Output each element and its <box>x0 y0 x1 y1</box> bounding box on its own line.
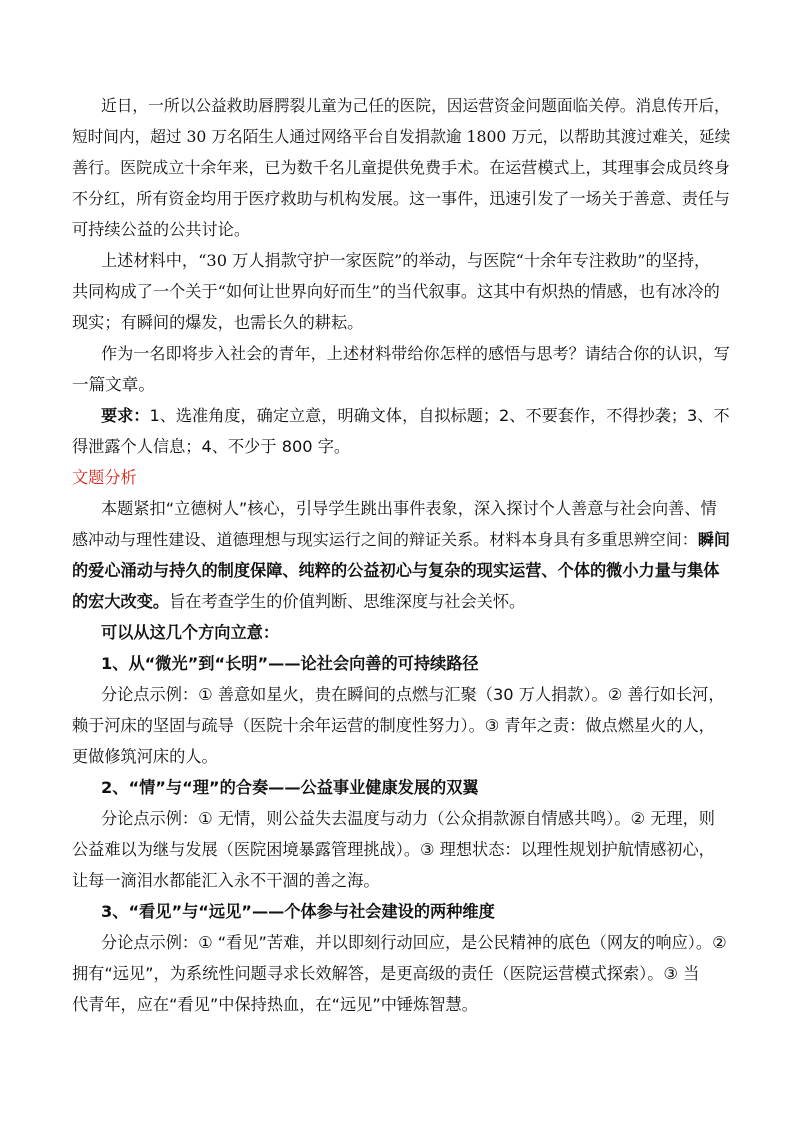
prompt-line1: 作为一名即将步入社会的青年，上述材料带给你怎样的感悟与思考？请结合你的认识，写 <box>101 344 730 363</box>
direction-2-line1: 分论点示例：① 无情，则公益失去温度与动力（公众捐款源自情感共鸣）。② 无理，则 <box>101 809 715 828</box>
analysis-p1-line4-bold: 的宏大改变。 <box>72 592 170 611</box>
directions-heading: 可以从这几个方向立意： <box>101 623 280 642</box>
direction-2-line2: 公益难以为继与发展（医院困境暴露管理挑战）。③ 理想状态：以理性规划护航情感初心， <box>72 840 715 859</box>
analysis-p1-line1: 本题紧扣“立德树人”核心，引导学生跳出事件表象，深入探讨个人善意与社会向善、情 <box>101 499 717 518</box>
material-p1-line5: 可持续公益的公共讨论。 <box>72 220 251 239</box>
requirements-line1 <box>101 405 730 427</box>
direction-3-title: 3、“看见”与“远见”——个体参与社会建设的两种维度 <box>101 902 495 921</box>
direction-3-line2: 拥有“远见”，为系统性问题寻求长效解答，是更高级的责任（医院运营模式探索）。③ 当 <box>72 964 700 983</box>
material-p1-line4: 不分红，所有资金均用于医疗救助与机构发展。这一事件，迅速引发了一场关于善意、责任与 <box>72 189 730 208</box>
direction-1-line1: 分论点示例：① 善意如星火，贵在瞬间的点燃与汇聚（30 万人捐款）。② 善行如长河， <box>101 685 725 704</box>
analysis-p1-line2-text: 感冲动与理性建设、道德理想与现实运行之间的辩证关系。材料本身具有多重思辨空间： <box>72 530 698 549</box>
material-p2-line3: 现实；有瞬间的爆发，也需长久的耕耘。 <box>72 313 364 332</box>
material-p1-line1: 近日，一所以公益救助唇腭裂儿童为己任的医院，因运营资金问题面临关停。消息传开后， <box>101 96 730 115</box>
direction-2-line3: 让每一滴泪水都能汇入永不干涸的善之海。 <box>72 871 380 890</box>
direction-1-title: 1、从“微光”到“长明”——论社会向善的可持续路径 <box>101 654 479 673</box>
requirements-line2: 得泄露个人信息；4、不少于 800 字。 <box>72 437 351 456</box>
material-p1-line3: 善行。医院成立十余年来，已为数千名儿童提供免费手术。在运营模式上，其理事会成员终身 <box>72 158 730 177</box>
direction-3-line3: 代青年，应在“看见”中保持热血，在“远见”中锤炼智慧。 <box>72 995 478 1014</box>
analysis-p1-line4 <box>72 591 525 613</box>
direction-1-line2: 赖于河床的坚固与疏导（医院十余年运营的制度性努力）。③ 青年之责：做点燃星火的人， <box>72 716 715 735</box>
direction-3-line1: 分论点示例：① “看见”苦难，并以即刻行动回应，是公民精神的底色（网友的响应）。② <box>101 933 727 952</box>
material-p2-line1: 上述材料中，“30 万人捐款守护一家医院”的举动，与医院“十余年专注救助”的坚持， <box>101 251 711 270</box>
requirements-label: 要求： <box>101 406 150 425</box>
analysis-heading: 文题分析 <box>72 468 137 487</box>
direction-2-title: 2、“情”与“理”的合奏——公益事业健康发展的双翼 <box>101 778 479 797</box>
material-p1-line2: 短时间内，超过 30 万名陌生人通过网络平台自发捐款逾 1800 万元，以帮助其渡过难关，延续 <box>72 127 731 146</box>
requirements-text-1: 1、选准角度，确定立意，明确文体，自拟标题；2、不要套作，不得抄袭；3、不 <box>149 406 730 425</box>
analysis-p1-line4-text: 旨在考查学生的价值判断、思维深度与社会关怀。 <box>169 592 526 611</box>
prompt-line2: 一篇文章。 <box>72 375 155 394</box>
direction-1-line3: 更做修筑河床的人。 <box>72 747 218 766</box>
analysis-p1-line2-bold: 瞬间 <box>697 530 730 549</box>
analysis-p1-line2 <box>72 529 730 551</box>
analysis-p1-line3: 的爱心涌动与持久的制度保障、纯粹的公益初心与复杂的现实运营、个体的微小力量与集体 <box>72 561 720 580</box>
material-p2-line2: 共同构成了一个关于“如何让世界向好而生”的当代叙事。这其中有炽热的情感，也有冰冷的 <box>72 282 720 301</box>
